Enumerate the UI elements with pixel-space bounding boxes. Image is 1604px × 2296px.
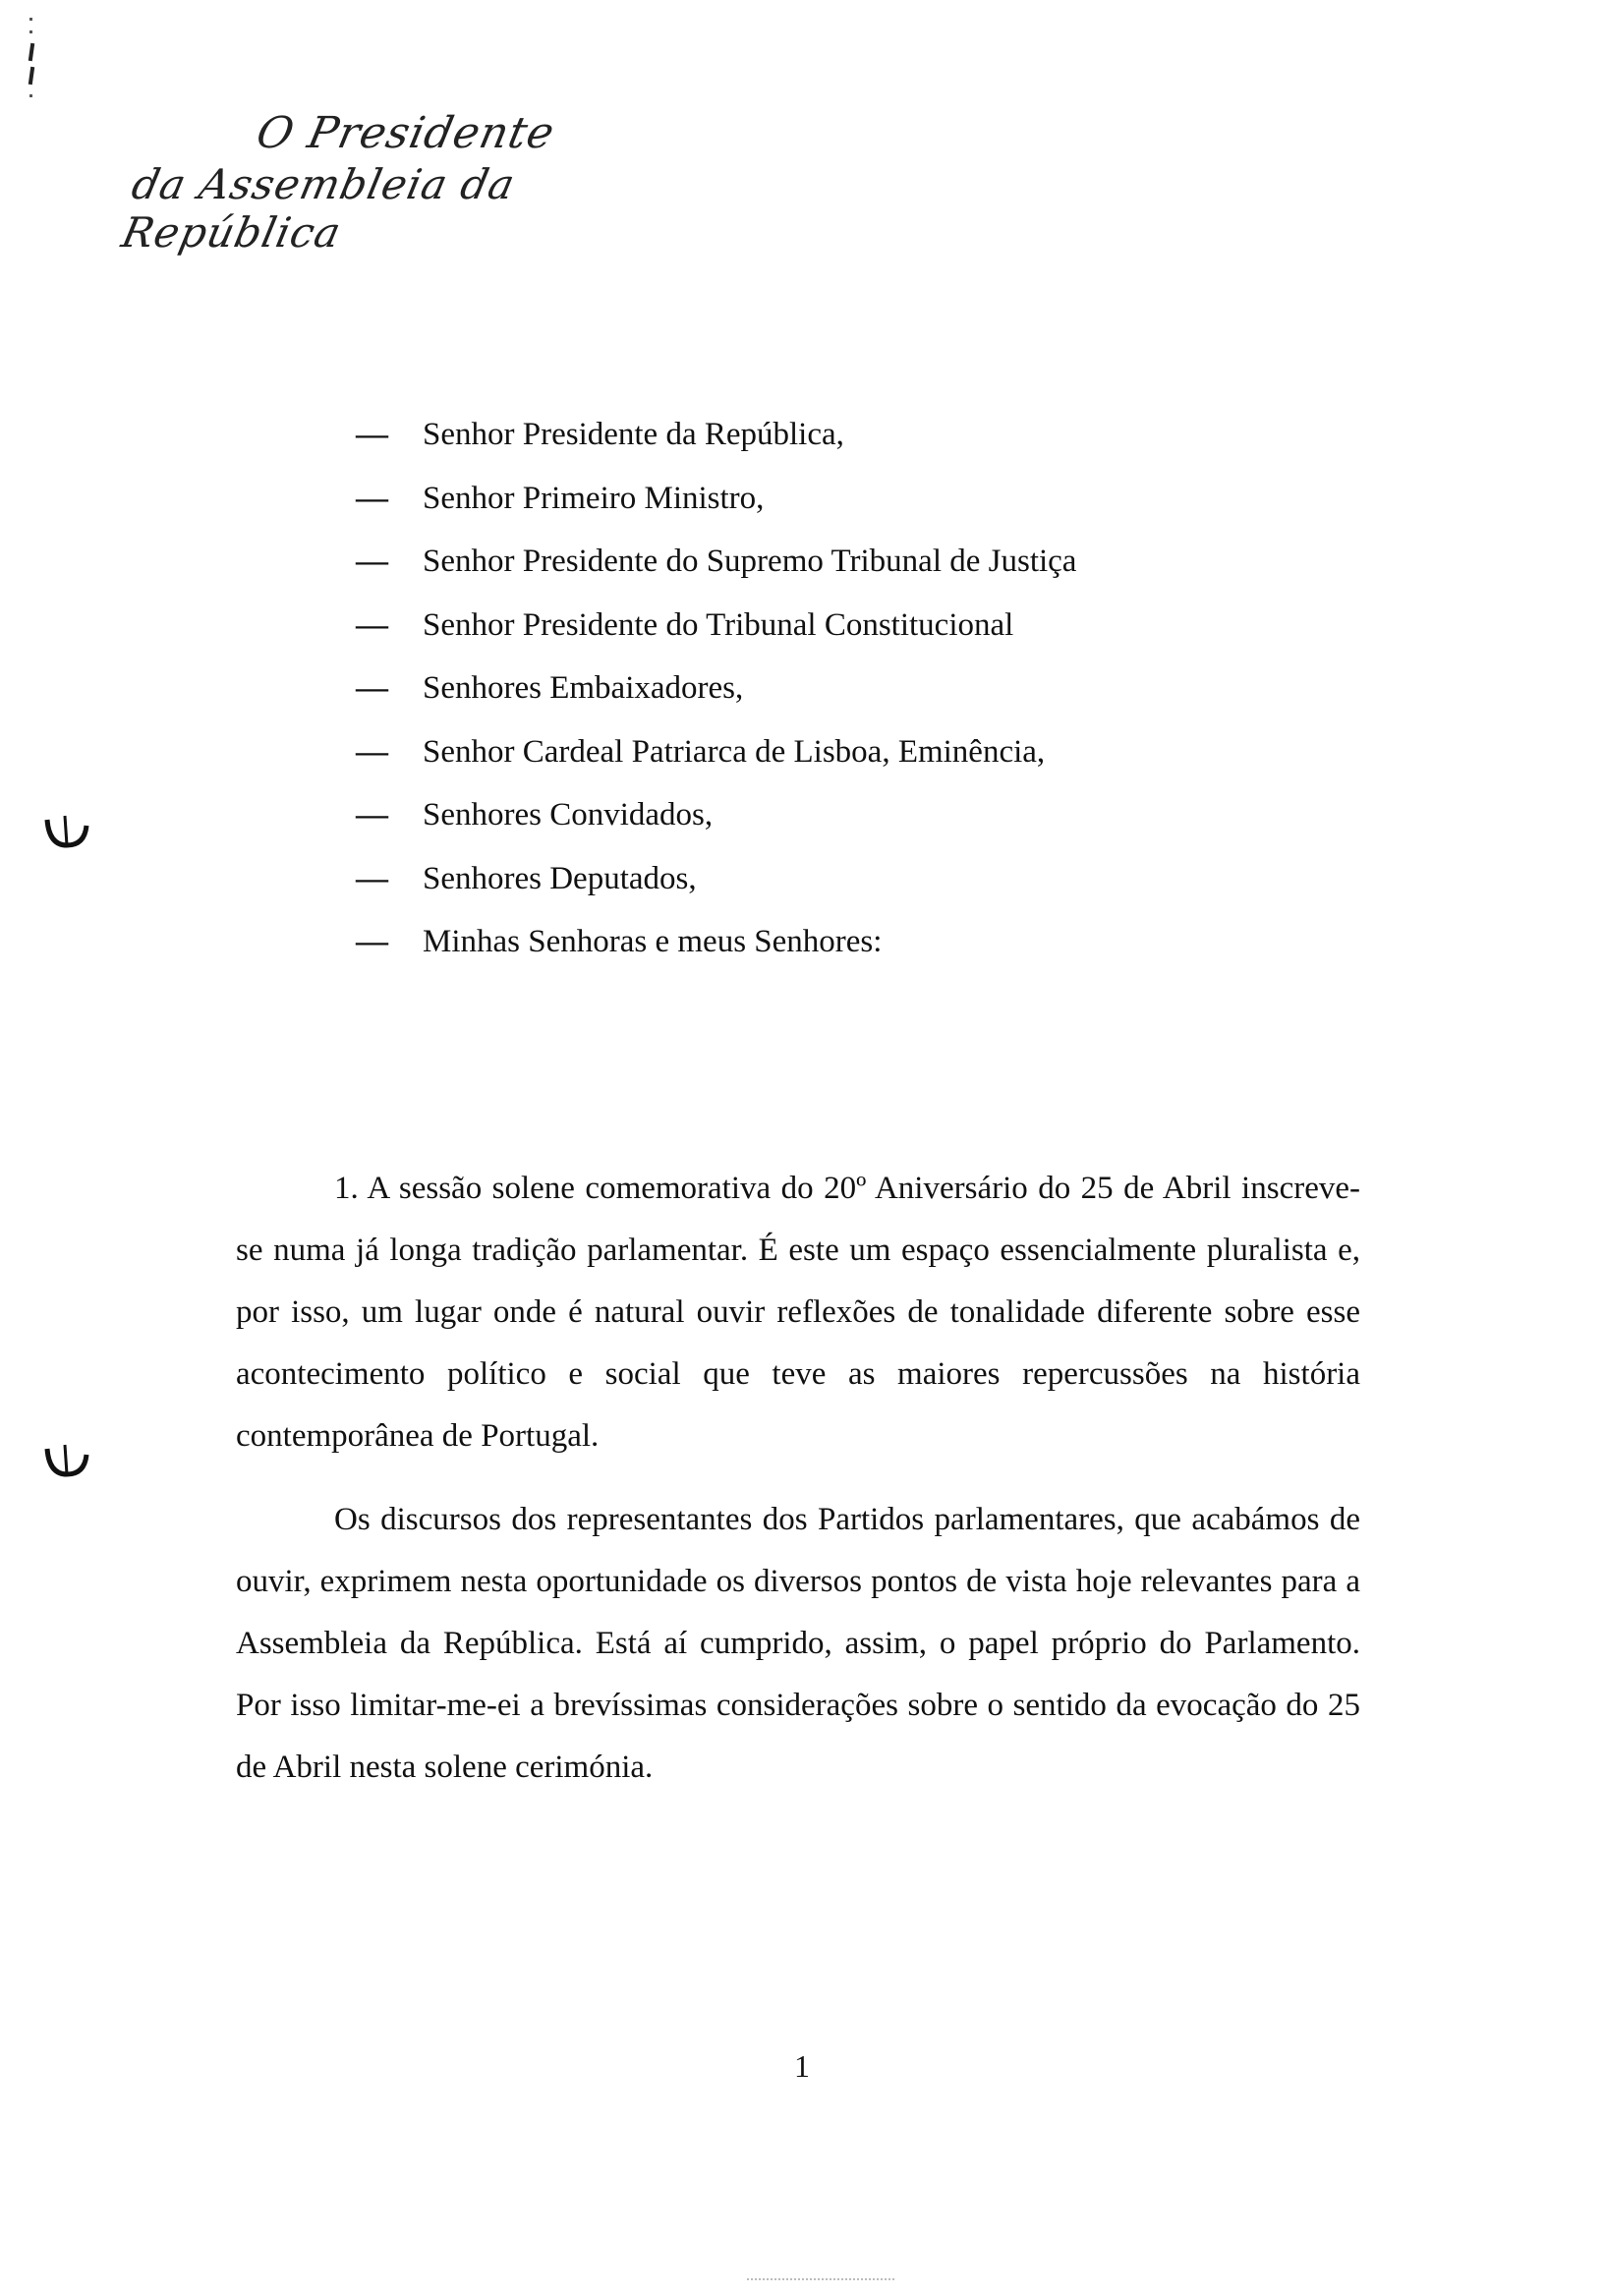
punch-hole-icon — [43, 1441, 90, 1480]
salutation-item: — Senhores Embaixadores, — [356, 670, 744, 706]
salutation-text: Senhor Presidente da República, — [423, 417, 844, 452]
letterhead — [117, 108, 678, 257]
salutation-text: Senhor Presidente do Tribunal Constitucional — [423, 606, 1014, 643]
salutation-text: Senhores Embaixadores, — [423, 670, 744, 706]
page-number: 1 — [794, 2048, 810, 2084]
salutation-item: — Senhor Cardeal Patriarca de Lisboa, Eminência, — [356, 733, 1046, 770]
salutation-item: — Minhas Senhoras e meus Senhores: — [356, 924, 883, 959]
salutation-list — [356, 403, 1076, 974]
salutation-text: Senhor Cardeal Patriarca de Lisboa, Eminência, — [423, 733, 1046, 770]
letterhead-subtitle: da Assembleia da República — [117, 160, 520, 257]
letterhead-title: O Presidente — [252, 108, 560, 158]
punch-hole-icon — [43, 812, 90, 851]
scan-artifact — [747, 2278, 894, 2283]
salutation-item: — Senhores Convidados, — [356, 797, 714, 832]
salutation-item: — Senhores Deputados, — [356, 860, 697, 896]
salutation-text: Minhas Senhoras e meus Senhores: — [423, 924, 883, 959]
paragraph: 1. A sessão solene comemorativa do 20º Aniversário do 25 de Abril inscreve-se numa já longa tradição parlamentar. É este um espaço essencialmente pluralista e, por isso, um lugar onde é natural ouvir reflexões de tonalidade diferente sobre esse acontecimento político e social que teve as maiores repercussões na história contemporânea de Portugal. — [236, 1171, 1360, 1454]
salutation-item: — Senhor Presidente da República, — [356, 417, 844, 452]
salutation-item: — Senhor Presidente do Tribunal Constitucional — [356, 606, 1014, 643]
scan-margin-marks — [28, 8, 35, 107]
salutation-text: Senhor Presidente do Supremo Tribunal de Justiça — [423, 544, 1077, 579]
salutation-text: Senhores Deputados, — [423, 860, 697, 896]
salutation-text: Senhor Primeiro Ministro, — [423, 480, 765, 516]
salutation-text: Senhores Convidados, — [423, 797, 714, 832]
salutation-item: — Senhor Presidente do Supremo Tribunal de Justiça — [356, 544, 1077, 579]
paragraph: Os discursos dos representantes dos Partidos parlamentares, que acabámos de ouvir, exprimem nesta oportunidade os diversos pontos de vista hoje relevantes para a Assembleia da República. Está aí cumprido, assim, o papel próprio do Parlamento. Por isso limitar-me-ei a brevíssimas considerações sobre o sentido da evocação do 25 de Abril nesta solene cerimónia. — [236, 1502, 1360, 1785]
salutation-item: — Senhor Primeiro Ministro, — [356, 480, 765, 516]
speech-body — [236, 1158, 1360, 1799]
